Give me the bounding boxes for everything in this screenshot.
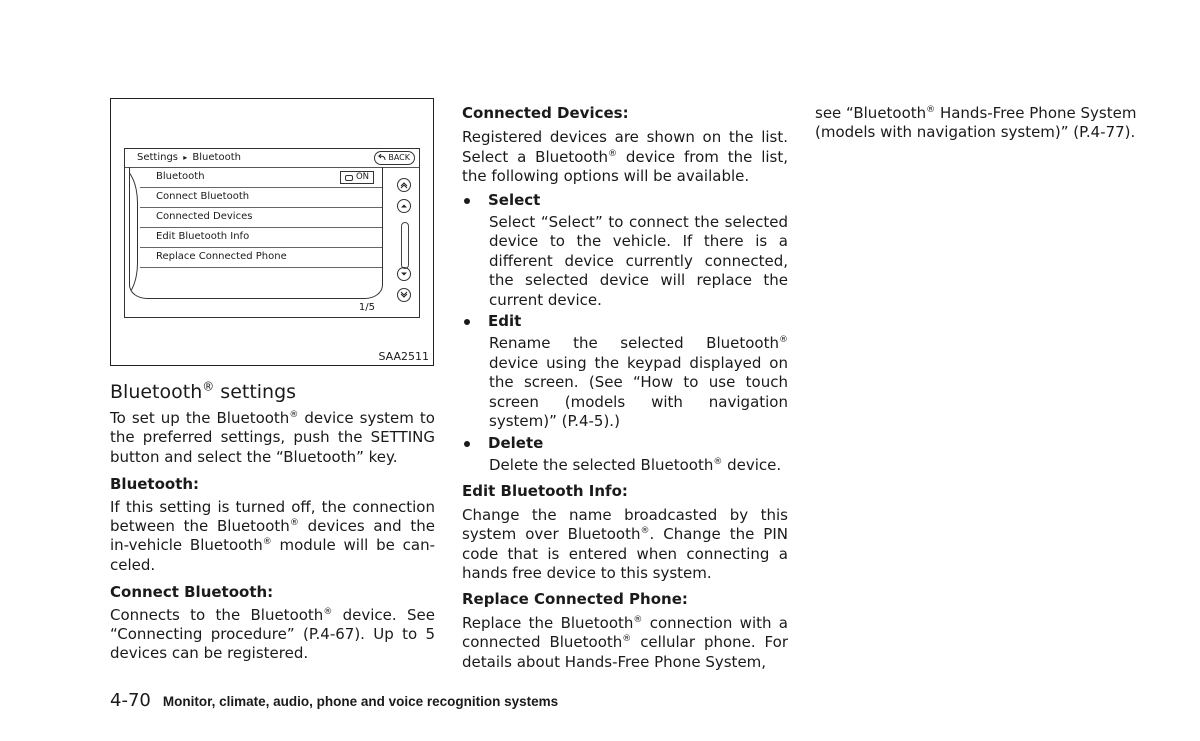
breadcrumb-arrow-icon: ▸: [183, 153, 188, 162]
back-arrow-icon: [377, 154, 386, 162]
toggle-label: ON: [355, 172, 369, 182]
page-number: 4-70: [110, 690, 151, 711]
bullet-delete: Delete: [462, 434, 788, 453]
section-title: Bluetooth® settings: [110, 379, 297, 403]
chapter-title: Monitor, climate, audio, phone and voice recognition systems: [162, 694, 559, 709]
row-label: Bluetooth: [156, 171, 205, 182]
heading-bluetooth: Bluetooth:: [110, 475, 200, 494]
bullet-edit: Edit: [462, 312, 788, 331]
screen-header: [125, 149, 419, 168]
column-right: [815, 104, 1145, 143]
row-label: Connected Devices: [156, 211, 253, 222]
settings-list: [129, 167, 383, 299]
column-left: [110, 409, 435, 664]
column-middle: [462, 104, 788, 672]
row-edit-bluetooth-info[interactable]: [140, 227, 382, 248]
scrollbar[interactable]: [401, 222, 409, 269]
select-paragraph: Select “Select” to connect the selected device to the vehicle. If there is a different device currently connected, the selected device will replace the current device.: [489, 213, 788, 309]
page-footer: [110, 690, 558, 711]
row-label: Replace Connected Phone: [156, 251, 287, 262]
heading-connected-devices: Connected Devices:: [462, 104, 629, 122]
bluetooth-settings-screen: [124, 148, 420, 318]
connected-devices-paragraph: Registered devices are shown on the list. Select a Bluetooth® device from the list, the following options will be available.: [462, 128, 788, 186]
row-bluetooth[interactable]: [140, 167, 382, 188]
row-connect-bluetooth[interactable]: [140, 187, 382, 208]
scroll-down-icon[interactable]: [397, 267, 411, 281]
edit-paragraph: Rename the selected Bluetooth® device using the keypad displayed on the screen. (See “How to use touch screen (models with navigation system)” (P.4-5).): [489, 334, 788, 431]
heading-connect-bluetooth: Connect Bluetooth:: [110, 583, 274, 602]
scroll-up-icon[interactable]: [397, 199, 411, 213]
bullet-select: Select: [462, 191, 788, 210]
page-indicator: 1/5: [358, 302, 375, 313]
scroll-top-icon[interactable]: [397, 178, 411, 192]
heading-replace-connected-phone: Replace Connected Phone:: [462, 590, 688, 609]
heading-edit-bluetooth-info: Edit Bluetooth Info:: [462, 482, 628, 501]
replace-paragraph: Replace the Bluetooth® connection with a connected Bluetooth® cellular phone. For details about Hands-Free Phone System,: [462, 613, 789, 671]
scroll-bottom-icon[interactable]: [397, 288, 411, 302]
breadcrumb-bluetooth: Bluetooth: [192, 152, 241, 163]
screen-breadcrumb: [137, 152, 241, 163]
breadcrumb-settings: Settings: [137, 152, 179, 163]
connect-paragraph: Connects to the Bluetooth® device. See “Connecting procedure” (P.4-67). Up to 5 devices can be registered.: [110, 605, 435, 663]
bluetooth-on-toggle[interactable]: [340, 171, 374, 184]
row-label: Edit Bluetooth Info: [156, 231, 250, 242]
back-button-label: BACK: [388, 153, 410, 162]
bluetooth-paragraph: If this setting is turned off, the connection between the Bluetooth® devices and the in-vehicle Bluetooth® module will be can-celed.: [110, 497, 435, 574]
continued-paragraph: see “Bluetooth® Hands-Free Phone System (models with navigation system)” (P.4-77).: [815, 104, 1137, 142]
figure-code: SAA2511: [378, 350, 429, 363]
row-connected-devices[interactable]: [140, 207, 382, 228]
delete-paragraph: Delete the selected Bluetooth® device.: [489, 455, 782, 474]
indicator-icon: [345, 175, 353, 181]
screen-illustration: [110, 98, 434, 366]
row-label: Connect Bluetooth: [156, 191, 250, 202]
intro-paragraph: To set up the Bluetooth® device system to the preferred settings, push the SETTING button and select the “Bluetooth” key.: [110, 409, 435, 466]
row-replace-connected-phone[interactable]: [140, 247, 382, 268]
edit-info-paragraph: Change the name broadcasted by this system over Bluetooth®. Change the PIN code that is entered when connecting a hands free device to this system.: [462, 505, 788, 582]
back-button[interactable]: [374, 151, 415, 165]
